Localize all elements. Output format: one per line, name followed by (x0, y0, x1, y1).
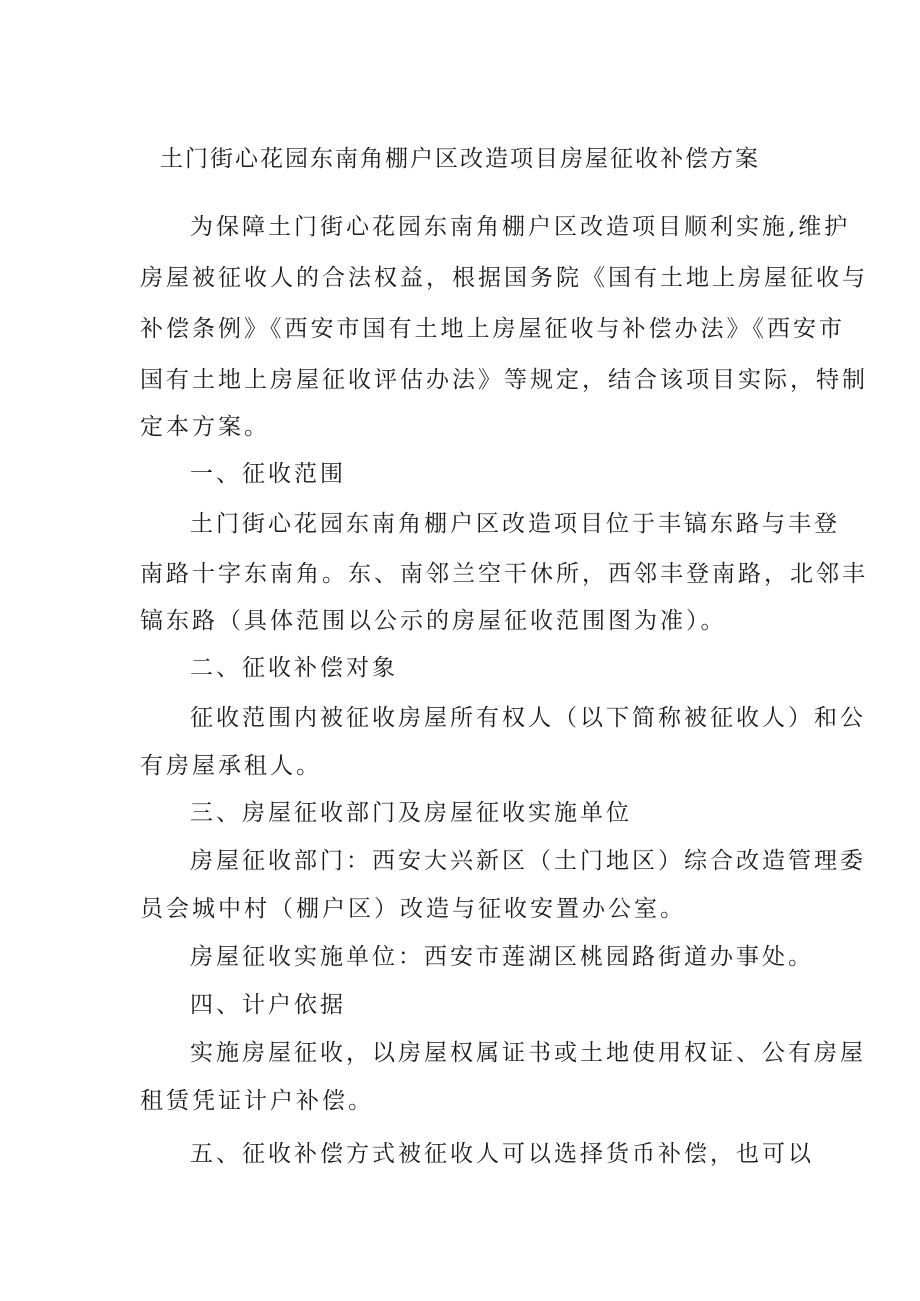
paragraph-line: 南路十字东南角。东、南邻兰空干休所，西邻丰登南路，北邻丰 (140, 561, 868, 587)
paragraph-line: 镐东路（具体范围以公示的房屋征收范围图为准）。 (140, 608, 727, 634)
paragraph-line: 为保障土门街心花园东南角棚户区改造项目顺利实施,维护 (190, 214, 851, 240)
section-heading: 五、征收补偿方式被征收人可以选择货币补偿，也可以 (190, 1141, 814, 1167)
paragraph-line: 房屋征收实施单位：西安市莲湖区桃园路街道办事处。 (190, 944, 814, 970)
paragraph-line: 实施房屋征收，以房屋权属证书或土地使用权证、公有房屋 (190, 1040, 866, 1066)
page-title: 土门街心花园东南角棚户区改造项目房屋征收补偿方案 (160, 146, 760, 172)
section-heading: 一、征收范围 (190, 461, 346, 487)
paragraph-line: 补偿条例》《西安市国有土地上房屋征收与补偿办法》《西安市 (140, 316, 845, 342)
section-heading: 三、房屋征收部门及房屋征收实施单位 (190, 800, 632, 826)
section-heading: 四、计户依据 (190, 992, 346, 1018)
paragraph-line: 国有土地上房屋征收评估办法》等规定，结合该项目实际，特制 (140, 367, 868, 393)
paragraph-line: 房屋征收部门：西安大兴新区（土门地区）综合改造管理委 (190, 848, 866, 874)
paragraph-line: 有房屋承租人。 (140, 753, 322, 779)
paragraph-line: 员会城中村（棚户区）改造与征收安置办公室。 (140, 896, 686, 922)
paragraph-line: 土门街心花园东南角棚户区改造项目位于丰镐东路与丰登 (190, 511, 840, 537)
paragraph-line: 房屋被征收人的合法权益，根据国务院《国有土地上房屋征收与 (140, 265, 868, 291)
paragraph-line: 定本方案。 (140, 414, 270, 440)
section-heading: 二、征收补偿对象 (190, 655, 398, 681)
paragraph-line: 租赁凭证计户补偿。 (140, 1088, 374, 1114)
paragraph-line: 征收范围内被征收房屋所有权人（以下简称被征收人）和公 (190, 705, 866, 731)
